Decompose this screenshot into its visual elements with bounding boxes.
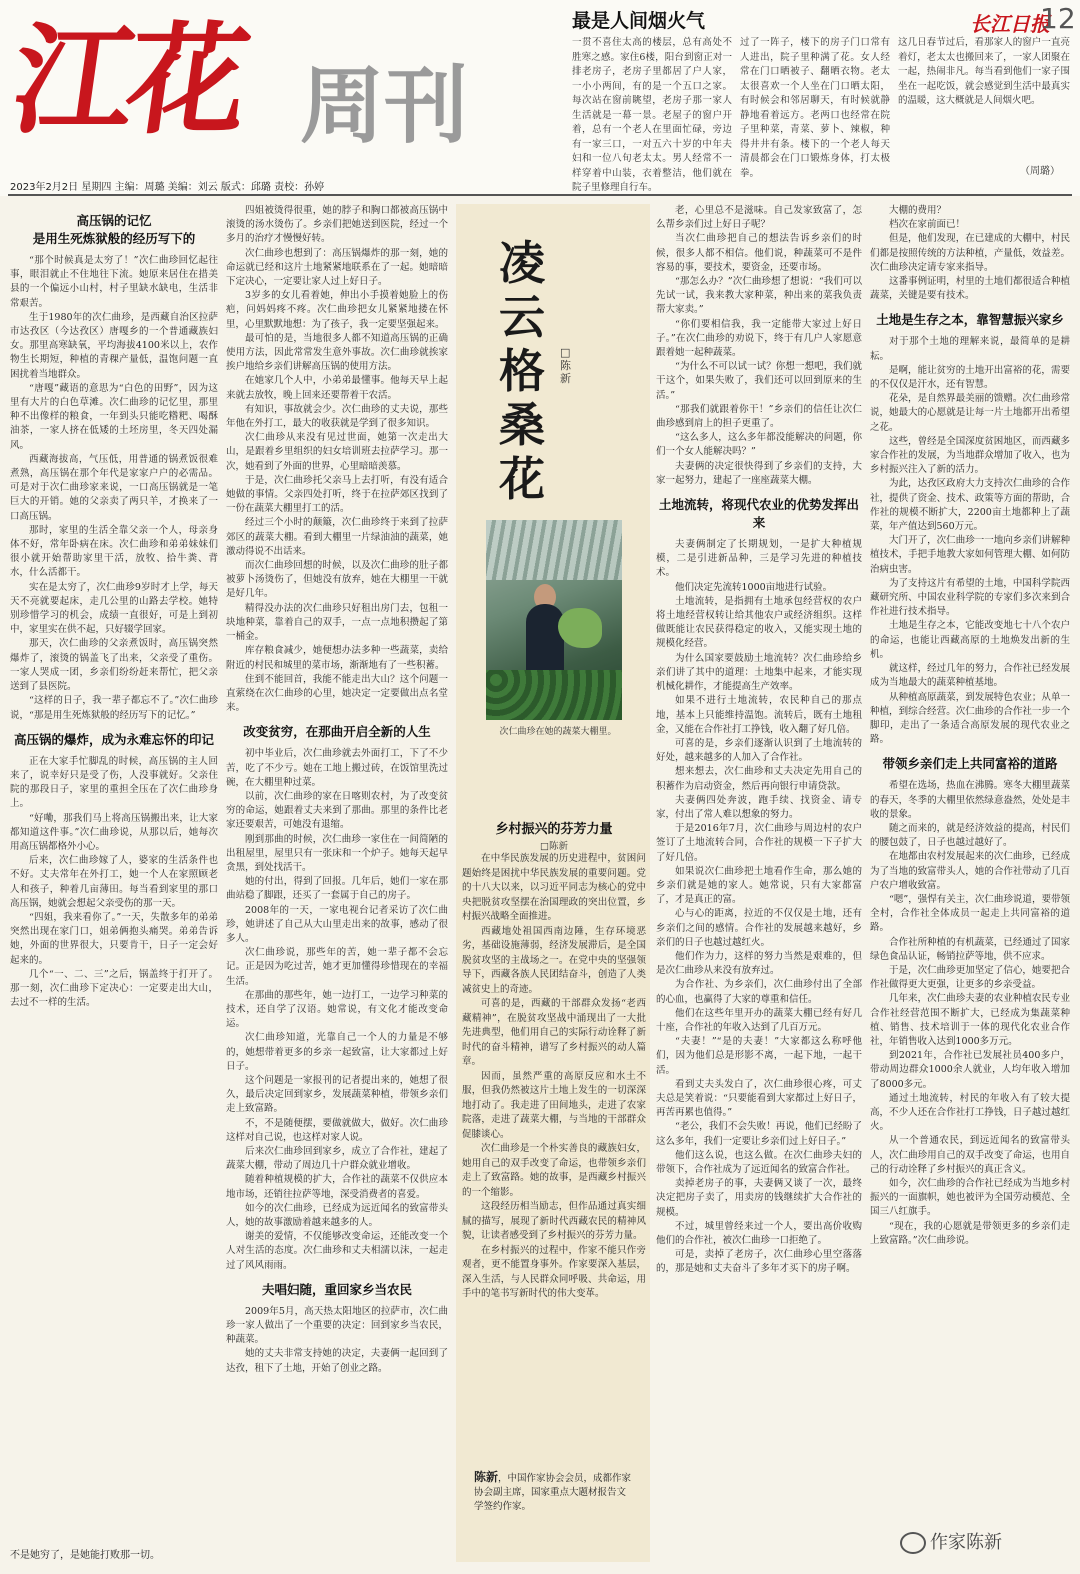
paragraph: 西藏海拔高，气压低，用普通的锅煮饭很难煮熟，高压锅在那个年代是家家户户的必需品。可是对于次仁曲珍家来说，一口高压锅就是一笔巨大的开销。她的父亲卖了两只羊，才换来了一口高压锅。: [10, 453, 218, 522]
paragraph: 次仁曲珍从来没有见过世面，她第一次走出大山，是跟着乡里组织的妇女培训班去拉萨学习。那一次，她看到了外面的世界，心里暗暗羡慕。: [226, 432, 448, 472]
commentary-title: 乡村振兴的芬芳力量: [495, 822, 613, 837]
section-title: 改变贫穷，在那曲开启全新的人生: [243, 724, 431, 740]
essay-text-col1: 一贯不喜住太高的楼层，总有高处不胜寒之感。家住6楼，阳台到窗正对一排老房子，老房子里都居了户人家，一小小两间，有的是一个五口之家。每次站在窗前眺望，老房子那一家人生活就是一幕一景。老屋子的窗户开着，总有一个老人在里面忙碌，旁边有一家三口，一对五六十岁的中年夫妇和一位八旬老太太。男人经常不一样穿着中山装，衣着整洁，他们就在院子里修理自行车。: [572, 37, 732, 193]
essay-text-col2: 过了一阵子，楼下的房子门口常有人进出，院子里种满了花。女人经常在门口晒被子、翻晒衣物。老太太很喜欢一个人坐在门口晒太阳，有时候会和邻居聊天，有时候就静静地看着远方。老两口也经常在院子里种菜，青菜、萝卜、辣椒，种得井井有条。楼下的一个老人每天清晨都会在门口锻炼身体，打太极拳。: [740, 37, 890, 179]
paragraph: 合作社所种植的有机蔬菜，已经通过了国家绿色食品认证，畅销拉萨等地，供不应求。: [870, 936, 1070, 962]
section-title: 土地是生存之本，靠智慧振兴家乡: [876, 312, 1064, 328]
section-title: 带领乡亲们走上共同富裕的道路: [882, 756, 1058, 772]
paragraph: 通过土地流转，村民的年收入有了较大提高，不少人还在合作社打工挣钱，日子越过越红火。: [870, 1092, 1070, 1133]
paragraph: 如果不进行土地流转，农民种自己的那点地，基本上只能维持温饱。流转后，既有土地租金，又能在合作社打工挣钱，收入翻了好几倍。: [656, 695, 862, 735]
section-title: 夫唱妇随，重回家乡当农民: [261, 1281, 412, 1297]
paragraph: 是啊，能让贫穷的土地开出富裕的花，需要的不仅仅是汗水，还有智慧。: [870, 364, 1070, 391]
paragraph: 这个问题是一家报刊的记者提出来的，她想了很久，最后决定回到家乡，发展蔬菜种植，带领乡亲们走上致富路。: [226, 1074, 448, 1115]
greenhouse-roof: [486, 520, 622, 580]
paragraph: 库存粮食减少，她便想办法多种一些蔬菜，卖给附近的村民和城里的菜市场，渐渐地有了一些积蓄。: [226, 645, 448, 671]
paragraph: “老公，我们不会失败！再说，他们已经盼了这么多年，我们一定要让乡亲们过上好日子。”: [656, 1121, 862, 1147]
paragraph: 次仁曲珍是一个朴实善良的藏族妇女，她用自己的双手改变了命运，也带领乡亲们走上了致富路。她的故事，是西藏乡村振兴的一个缩影。: [462, 1143, 646, 1198]
paragraph: 为合作社、为乡亲们，次仁曲珍付出了全部的心血，也赢得了大家的尊重和信任。: [656, 979, 862, 1005]
paragraph: 档次在家前面已！: [889, 219, 966, 231]
paragraph: 几个“一、二、三”之后，锅盖终于打开了。那一刻，次仁曲珍下定决心：一定要走出大山，去过不一样的生活。: [10, 968, 218, 1009]
paragraph: 为了支持这片有希望的土地，中国科学院西藏研究所、中国农业科学院的专家们多次来到合作社进行技术指导。: [870, 577, 1070, 618]
paragraph: 他们作为力，这样的努力当然是艰难的，但是次仁曲珍从来没有放弃过。: [656, 950, 862, 977]
paragraph: “那我们就跟着你干！”乡亲们的信任让次仁曲珍感到肩上的担子更重了。: [656, 403, 862, 430]
paragraph: 有知识，事故就会少。次仁曲珍的丈夫说，那些年他在外打工，最大的收获就是学到了很多知识。: [226, 403, 448, 430]
paragraph: 土地流转，是指拥有土地承包经营权的农户将土地经营权转让给其他农户或经济组织。这样做既能让农民获得稳定的收入，又能实现土地的规模化经营。: [656, 595, 862, 650]
paper-name: 长江日报: [970, 12, 1050, 36]
author-name: 陈新: [474, 1470, 499, 1484]
paragraph: “那个时候真是太穷了！”次仁曲珍回忆起往事，眼泪就止不住地往下流。她原来居住在措美县的一个偏远小山村，村子里缺水缺电，生活非常艰苦。: [10, 255, 218, 309]
paragraph: “嗯”，强悍有关主，次仁曲珍说道，要带领全村，合作社全体成员一起走上共同富裕的道路。: [870, 893, 1070, 934]
paragraph: 他们在这些年里开办的蔬菜大棚已经有好几十座，合作社的年收入达到了几百万元。: [656, 1007, 862, 1033]
paragraph: 在地都由农村发展起来的次仁曲珍，已经成为了当地的致富带头人，她的合作社带动了几百户农户增收致富。: [870, 851, 1070, 891]
photo-caption: 次仁曲珍在她的蔬菜大棚里。: [499, 727, 617, 737]
paragraph: 花朵，是自然界最美丽的馈赠。次仁曲珍常说，她最大的心愿就是让每一片土地都开出希望之花。: [870, 393, 1070, 433]
paragraph: “好嘞，那我们马上将高压锅搬出来，让大家都知道这件事。”次仁曲珍说，从那以后，她每次用高压锅都格外小心。: [10, 812, 218, 852]
column-second: [226, 204, 448, 1562]
paragraph: 为什么国家要鼓励土地流转？次仁曲珍给乡亲们讲了其中的道理：土地集中起来，才能实现机械化耕作，才能提高生产效率。: [656, 652, 862, 693]
header-rule: [8, 194, 1072, 196]
paragraph: 2008年的一天，一家电视台记者采访了次仁曲珍，她讲述了自己从大山里走出来的故事，感动了很多人。: [226, 904, 448, 944]
paragraph: 卖掉老房子的事，夫妻俩又谈了一次，最终决定把房子卖了，用卖房的钱继续扩大合作社的规模。: [656, 1178, 862, 1218]
paragraph: 于是2016年7月，次仁曲珍与周边村的农户签订了土地流转合同，合作社的规模一下子扩大了好几倍。: [656, 823, 862, 863]
page-number: 12: [1040, 2, 1076, 35]
paragraph: “夫妻！”“是的夫妻！”大家都这么称呼他们，因为他们总是形影不离，一起下地，一起干活。: [656, 1036, 862, 1076]
paragraph: 可是，卖掉了老房子，次仁曲珍心里空落落的，那是她和丈夫奋斗了多年才买下的房子啊。: [656, 1249, 862, 1275]
section-title: 高压锅的爆炸，成为永难忘怀的印记: [13, 731, 214, 747]
paragraph: “你们要相信我，我一定能带大家过上好日子。”在次仁曲珍的劝说下，终于有几户人家愿意跟着她一起种蔬菜。: [656, 318, 862, 359]
paragraph: “这样的日子，我一辈子都忘不了。”次仁曲珍说，“那是用生死炼狱般的经历写下的记忆。”: [10, 695, 218, 721]
paragraph: 因而，虽然严重的高原反应和水土不服，但我仍然被这片土地上发生的一切深深地打动了。我走进了田间地头，走进了农家院落，走进了蔬菜大棚，与当地的干部群众促膝谈心。: [462, 1070, 646, 1140]
paragraph: 正在大家手忙脚乱的时候，高压锅的主人回来了，说幸好只是受了伤，人没事就好。父亲住院的那段日子，家里的重担全压在了次仁曲珍身上。: [10, 755, 218, 810]
paragraph: 谢美的爱情，不仅能够改变命运，还能改变一个人对生活的态度。次仁曲珍和丈夫相濡以沫，一起走过了风风雨雨。: [226, 1231, 448, 1271]
paragraph: 刚到那曲的时候，次仁曲珍一家住在一间简陋的出租屋里，屋里只有一张床和一个炉子。她每天起早贪黑，到处找活干。: [226, 833, 448, 873]
paragraph: “为什么不可以试一试？你想一想吧，我们就干这个，如果失败了，我们还可以回到原来的生活。”: [656, 361, 862, 401]
wechat-icon: [900, 1532, 926, 1554]
cabbage: [558, 608, 602, 648]
paragraph: 从种植高原蔬菜，到发展特色农业；从单一种植，到综合经营。次仁曲珍的合作社一步一个脚印，走出了一条适合高原发展的现代农业之路。: [870, 691, 1070, 746]
paragraph: 夫妻俩的决定很快得到了乡亲们的支持，大家一起努力，建起了一座座蔬菜大棚。: [656, 460, 862, 486]
column-fourth: [656, 204, 862, 1562]
paragraph: 在她家几个人中，小弟弟最懂事。他每天早上起来就去放牧，晚上回来还要帮着干农活。: [226, 375, 448, 401]
paragraph: 他们决定先流转1000亩地进行试验。: [675, 581, 833, 593]
paragraph: 于是，次仁曲珍更加坚定了信心，她要把合作社做得更大更强，让更多的乡亲受益。: [870, 964, 1070, 991]
paragraph: 夫妻俩制定了长期规划，一是扩大种植规模，二是引进新品种，三是学习先进的种植技术。: [656, 539, 862, 579]
paragraph: 他们这么说，也这么做。在次仁曲珍夫妇的带领下，合作社成为了远近闻名的致富合作社。: [656, 1149, 862, 1175]
info-bar: 2023年2月2日 星期四 主编：周璐 美编：刘云 版式：邱璐 责校：孙婷: [10, 182, 325, 193]
paragraph: 在那曲的那些年，她一边打工，一边学习种菜的技术，还自学了汉语。她常说，有文化才能改变命运。: [226, 989, 448, 1030]
commentary-text: [462, 852, 646, 1302]
paragraph: 希望在选场，热血在沸腾。寒冬大棚里蔬菜的春天，冬季的大棚里依然绿意盎然，处处是丰收的景象。: [870, 780, 1070, 820]
paragraph: 老，心里总不是滋味。自己发家致富了，怎么帮乡亲们过上好日子呢？: [656, 205, 862, 231]
paragraph: 但是，他们发现，在已建成的大棚中，村民们都是按照传统的方法种植，产量低，效益差。次仁曲珍决定请专家来指导。: [870, 233, 1070, 273]
paragraph: 不，不是随便摆，要做就做大，做好。次仁曲珍这样对自己说，也这样对家人说。: [226, 1117, 448, 1143]
paragraph: 土地是生存之本，它能改变地七十八个农户的命运，也能让西藏高原的土地焕发出新的生机。: [870, 620, 1070, 660]
essay-text-col3: 这几日春节过后，看那家人的窗户一直亮着灯，老太太也搬回来了，一家人团聚在一起，热闹非凡。每当看到他们一家子围坐在一起吃饭，就会感觉到生活中最真实的温暖，这大概就是人间烟火吧。: [898, 37, 1070, 106]
paragraph: 次仁曲珍也想到了：高压锅爆炸的那一刻，她的命运就已经和这片土地紧紧地联系在了一起。她暗暗下定决心，一定要让家人过上好日子。: [226, 247, 448, 288]
feature-byline: □陈新: [560, 346, 571, 385]
paragraph: 不过，城里曾经来过一个人，要出高价收购他们的合作社，被次仁曲珍一口拒绝了。: [656, 1220, 862, 1247]
feature-title: 凌云格桑花: [499, 236, 545, 506]
paragraph: 这段经历相当励志，但作品通过真实细腻的描写，展现了新时代西藏农民的精神风貌，让读者感受到了乡村振兴的芬芳力量。: [462, 1201, 646, 1241]
paragraph: 精得没办法的次仁曲珍只好租出房门去，包租一块地种菜，靠着自己的双手，一点一点地积攒起了第一桶金。: [226, 602, 448, 643]
paragraph: “四姐，我来看你了。”一天，失散多年的弟弟突然出现在家门口，姐弟俩抱头痛哭。弟弟告诉她，外面的世界很大，只要肯干，日子一定会好起来的。: [10, 911, 218, 966]
paragraph: 住到不能回首，我能不能走出大山？这个问题一直萦绕在次仁曲珍的心里，她决定一定要做出点名堂来。: [226, 673, 448, 714]
footer-text: 不是她穷了，是她能打败那一切。: [10, 1550, 160, 1561]
paragraph: 想来想去，次仁曲珍和丈夫决定先用自己的积蓄作为启动资金，然后再向银行申请贷款。: [656, 766, 862, 792]
paragraph: 看到丈夫头发白了，次仁曲珍很心疼，可丈夫总是笑着说：“只要能看到大家都过上好日子，再苦再累也值得。”: [656, 1078, 862, 1119]
section-title: 土地流转，将现代农业的优势发挥出来: [658, 497, 859, 531]
paragraph: 当次仁曲珍把自己的想法告诉乡亲们的时候，很多人都不相信。他们说，种蔬菜可不是件容易的事，要技术，要资金，还要市场。: [656, 233, 862, 273]
paragraph: 就这样，经过几年的努力，合作社已经发展成为当地最大的蔬菜种植基地。: [870, 663, 1070, 689]
paragraph: 以前，次仁曲珍的家在日喀则农村，为了改变贫穷的命运，她跟着丈夫来到了那曲。那里的条件比老家还要艰苦，可她没有退缩。: [226, 790, 448, 831]
paragraph: 夫妻俩四处奔波，跑手续、找资金、请专家，付出了常人难以想象的努力。: [656, 794, 862, 820]
paragraph: 大棚的费用？: [889, 205, 947, 216]
paragraph: 四姐被烫得很重，她的脖子和胸口都被高压锅中滚烫的汤水烫伤了。乡亲们把她送到医院，经过一个多月的治疗才慢慢好转。: [226, 205, 448, 245]
paragraph: 在乡村振兴的过程中，作家不能只作旁观者，更不能置身事外。作家要深入基层，深入生活，与人民群众同呼吸、共命运，用手中的笔书写新时代的伟大变革。: [462, 1244, 646, 1299]
paragraph: 次仁曲珍知道，光靠自己一个人的力量是不够的，她想带着更多的乡亲一起致富，让大家都过上好日子。: [226, 1032, 448, 1072]
paragraph: 于是，次仁曲珍托父亲马上去打听，有没有适合她做的事情。父亲四处打听，终于在拉萨郊区找到了一份在蔬菜大棚里打工的活。: [226, 474, 448, 515]
paragraph: 心与心的距离，拉近的不仅仅是土地，还有乡亲们之间的感情。合作社的发展越来越好，乡亲们的日子也越过越红火。: [656, 908, 862, 948]
paragraph: 可喜的是，西藏的干部群众发扬“老西藏精神”，在脱贫攻坚战中涌现出了一大批先进典型，他们用自己的实际行动诠释了新时代的奋斗精神，谱写了乡村振兴的动人篇章。: [462, 998, 646, 1067]
paragraph: 初中毕业后，次仁曲珍就去外面打工，下了不少苦，吃了不少亏。她在工地上搬过砖，在饭馆里洗过碗，在大棚里种过菜。: [226, 748, 448, 788]
author-bio: 陈新，中国作家协会会员，成都作家协会副主席，国家重点大题材报告文学签约作家。: [474, 1470, 632, 1512]
paragraph: 随之而来的，就是经济效益的提高，村民们的腰包鼓了，日子也越过越好了。: [870, 822, 1070, 849]
paragraph: 最可怕的是，当地很多人都不知道高压锅的正确使用方法，因此常常发生意外事故。次仁曲珍就挨家挨户地给乡亲们讲解高压锅的使用方法。: [226, 332, 448, 373]
paragraph: “这么多人，这么多年都没能解决的问题，你们一个女人能解决吗？”: [656, 432, 862, 458]
crop-rows: [486, 670, 622, 720]
paragraph: 次仁曲珍说，那些年的苦，她一辈子都不会忘记。正是因为吃过苦，她才更加懂得珍惜现在的幸福生活。: [226, 947, 448, 987]
paragraph: 几年来，次仁曲珍夫妻的农业种植农民专业合作社经营范围不断扩大，已经成为集蔬菜种植、销售、技术培训于一体的现代化农业合作社，年销售收入达到1000多万元。: [870, 993, 1070, 1047]
commentary-byline: □陈新: [540, 841, 568, 852]
paragraph: 后来次仁曲珍回到家乡，成立了合作社，建起了蔬菜大棚，带动了周边几十户群众就业增收。: [226, 1146, 448, 1172]
logo-zhoukan: 周刊: [300, 57, 469, 155]
paragraph: 她的丈夫非常支持她的决定，夫妻俩一起回到了达孜，租下了土地，开始了创业之路。: [226, 1348, 448, 1374]
paragraph: 那天，次仁曲珍的父亲煮饭时，高压锅突然爆炸了，滚烫的锅盖飞了出来，父亲受了重伤。一家人哭成一团，乡亲们纷纷赶来帮忙，把父亲送到了县医院。: [10, 638, 218, 693]
masthead: [0, 0, 1080, 196]
paragraph: 如今的次仁曲珍，已经成为远近闻名的致富带头人，她的故事激励着越来越多的人。: [226, 1202, 448, 1229]
essay-title: 最是人间烟火气: [572, 10, 706, 32]
paragraph: 西藏地处祖国西南边陲，生存环境恶劣，基础设施薄弱，经济发展滞后，是全国脱贫攻坚的主战场之一。在党中央的坚强领导下，西藏各族人民团结奋斗，创造了人类减贫史上的奇迹。: [462, 925, 646, 995]
paragraph: 这番事例证明，村里的土地们都很适合种植蔬菜，关键是要有技术。: [870, 276, 1070, 302]
paragraph: 而次仁曲珍回想的时候，以及次仁曲珍的肚子都被萝卜汤烫伤了，但她没有放弃，她在大棚里一干就是好几年。: [226, 560, 448, 600]
paragraph: “唐嘎”藏语的意思为“白色的田野”，因为这里有大片的白色草滩。次仁曲珍的记忆里，那里种不出像样的粮食，一年到头只能吃糌粑、喝酥油茶，一家人挤在低矮的土坯房里，冬天四处漏风。: [10, 382, 218, 451]
paragraph: 如果说次仁曲珍把土地看作生命，那么她的乡亲们就是她的家人。她常说，只有大家都富了，才是真正的富。: [656, 865, 862, 906]
paragraph: 随着种植规模的扩大，合作社的蔬菜不仅供应本地市场，还销往拉萨等地，深受消费者的喜爱。: [226, 1174, 448, 1200]
paragraph: 后来，次仁曲珍嫁了人，婆家的生活条件也不好。丈夫常年在外打工，她一个人在家照顾老人和孩子，种着几亩薄田。每当看到家里的那口高压锅，她就会想起父亲受伤的那一天。: [10, 855, 218, 909]
paragraph: 可喜的是，乡亲们逐渐认识到了土地流转的好处，越来越多的人加入了合作社。: [656, 737, 862, 764]
paragraph: 从一个普通农民，到远近闻名的致富带头人，次仁曲珍用自己的双手改变了命运，也用自己的行动诠释了乡村振兴的真正含义。: [870, 1135, 1070, 1175]
logo-jianghua: 江花: [4, 10, 252, 151]
paragraph: 经过三个小时的颠簸，次仁曲珍终于来到了拉萨郊区的蔬菜大棚。看到大棚里一片绿油油的蔬菜，她激动得说不出话来。: [226, 517, 448, 557]
paragraph: 3岁多的女儿看着她，伸出小手摸着她脸上的伤疤，问妈妈疼不疼。次仁曲珍把女儿紧紧地搂在怀里，心里默默地想：为了孩子，我一定要坚强起来。: [226, 290, 448, 330]
paragraph: “现在，我的心愿就是带领更多的乡亲们走上致富路。”次仁曲珍说。: [870, 1220, 1070, 1246]
paragraph: 为此，达孜区政府大力支持次仁曲珍的合作社，提供了资金、技术、政策等方面的帮助，合作社的规模不断扩大，2200亩土地都种上了蔬菜，年产值达到560万元。: [870, 478, 1070, 533]
paragraph: 她的付出，得到了回报。几年后，她们一家在那曲站稳了脚跟，还买了一套属于自己的房子。: [226, 876, 448, 902]
section-title: 高压锅的记忆 是用生死炼狱般的经历写下的: [32, 213, 196, 246]
column-left: [10, 204, 218, 1540]
paragraph: 2009年5月，高天热太阳地区的拉萨市，次仁曲珍一家人做出了一个重要的决定：回到家乡当农民，种蔬菜。: [226, 1305, 448, 1346]
paragraph: 对于那个土地的理解来说，最简单的是耕耘。: [870, 336, 1070, 362]
watermark: 作家陈新: [900, 1528, 1002, 1554]
paragraph: 到2021年，合作社已发展社员400多户，带动周边群众1000余人就业，人均年收入增加了8000多元。: [870, 1050, 1070, 1090]
column-right: [870, 204, 1070, 1524]
paragraph: 在中华民族发展的历史进程中，贫困问题始终是困扰中华民族发展的重要问题。党的十八大以来，以习近平同志为核心的党中央把脱贫攻坚摆在治国理政的突出位置，乡村振兴战略全面推进。: [462, 853, 646, 922]
paragraph: 实在是太穷了，次仁曲珍9岁时才上学，每天天不亮就要起床，走几公里的山路去学校。她特别珍惜学习的机会，成绩一直很好，可是上到初中，家里实在供不起，只好辍学回家。: [10, 581, 218, 636]
essay-author: （周璐）: [1020, 166, 1060, 177]
paragraph: 如今，次仁曲珍的合作社已经成为当地乡村振兴的一面旗帜，她也被评为全国劳动模范、全国三八红旗手。: [870, 1178, 1070, 1218]
paragraph: 生于1980年的次仁曲珍，是西藏自治区拉萨市达孜区（今达孜区）唐嘎乡的一个普通藏族妇女。那里高寒缺氧，平均海拔4100米以上，农作物生长期短，种植的青稞产量低，温饱问题一直困扰着当地群众。: [10, 311, 218, 380]
feature-photo: [486, 520, 622, 720]
paragraph: 大门开了，次仁曲珍一一地向乡亲们讲解种植技术，手把手地教大家如何管理大棚、如何防治病虫害。: [870, 535, 1070, 575]
paragraph: “那怎么办？”次仁曲珍想了想说：“我们可以先试一试，我来教大家种菜，种出来的菜我负责帮大家卖。”: [656, 276, 862, 316]
paragraph: 这些，曾经是全国深度贫困地区，而西藏多家合作社的发展，为当地群众增加了收入，也为乡村振兴注入了新的活力。: [870, 435, 1070, 476]
paragraph: 那时，家里的生活全靠父亲一个人，母亲身体不好，常年卧病在床。次仁曲珍和弟弟妹妹们很小就开始帮助家里干活，放牧、拾牛粪、背水，什么活都干。: [10, 524, 218, 579]
